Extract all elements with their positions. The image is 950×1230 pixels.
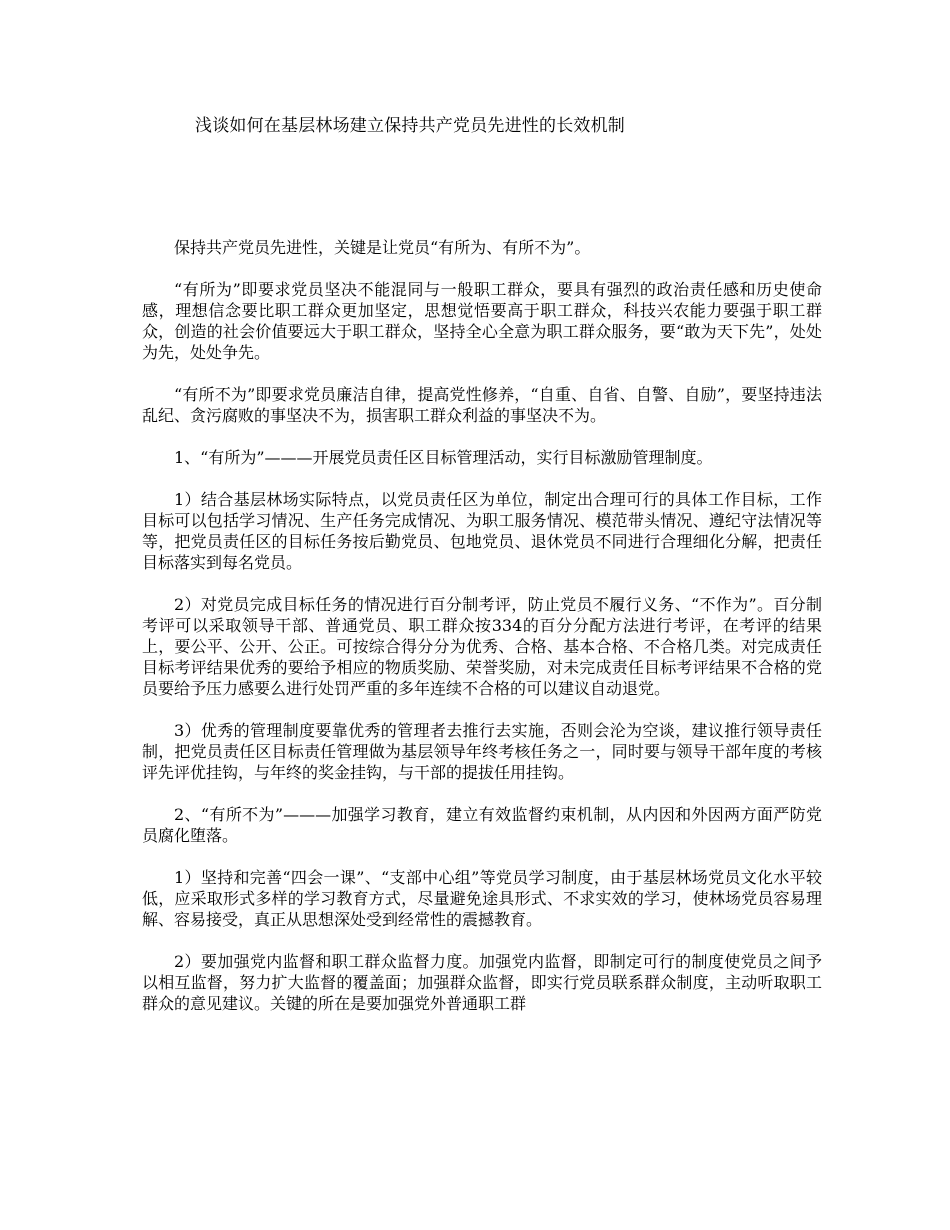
paragraph-you-suo-wei: “有所为”即要求党员坚决不能混同与一般职工群众，要具有强烈的政治责任感和历史使命感，理想信念要比职工群众更加坚定，思想觉悟要高于职工群众，科技兴农能力要强于职工群众，创造的社会价值要远大于职工群众，坚持全心全意为职工群众服务，要“敢为天下先”，处处为先，处处争先。 [142, 280, 822, 362]
section-heading-2: 2、“有所不为”———加强学习教育，建立有效监督约束机制，从内因和外因两方面严防党员腐化堕落。 [142, 805, 822, 845]
paragraph-1-2: 2）对党员完成目标任务的情况进行百分制考评，防止党员不履行义务、“不作为”。百分制考评可以采取领导干部、普通党员、职工群众按334的百分分配方法进行考评，在考评的结果上，要公平、公开、公正。可按综合得分分为优秀、合格、基本合格、不合格几类。对完成责任目标考评结果优秀的要给予相应的物质奖励、荣誉奖励，对未完成责任目标考评结果不合格的党员要给予压力感要么进行处罚严重的多年连续不合格的可以建议自动退党。 [142, 595, 822, 698]
document-title: 浅谈如何在基层林场建立保持共产党员先进性的长效机制 [195, 116, 625, 136]
paragraph-1-1: 1）结合基层林场实际特点，以党员责任区为单位，制定出合理可行的具体工作目标，工作目标可以包括学习情况、生产任务完成情况、为职工服务情况、模范带头情况、遵纪守法情况等等，把党员责任区的目标任务按后勤党员、包地党员、退休党员不同进行合理细化分解，把责任目标落实到每名党员。 [142, 490, 822, 572]
section-heading-1: 1、“有所为”———开展党员责任区目标管理活动，实行目标激励管理制度。 [174, 448, 713, 467]
paragraph-2-2: 2）要加强党内监督和职工群众监督力度。加强党内监督，即制定可行的制度使党员之间予以相互监督，努力扩大监督的覆盖面；加强群众监督，即实行党员联系群众制度，主动听取职工群众的意见建议。关键的所在是要加强党外普通职工群 [142, 952, 822, 1013]
paragraph-you-suo-bu-wei: “有所不为”即要求党员廉洁自律，提高党性修养，“自重、自省、自警、自励”，要坚持违法乱纪、贪污腐败的事坚决不为，损害职工群众利益的事坚决不为。 [142, 385, 822, 425]
paragraph-1-3: 3）优秀的管理制度要靠优秀的管理者去推行去实施，否则会沦为空谈，建议推行领导责任制，把党员责任区目标责任管理做为基层领导年终考核任务之一，同时要与领导干部年度的考核评先评优挂钩，与年终的奖金挂钩，与干部的提拔任用挂钩。 [142, 721, 822, 782]
paragraph-2-1: 1）坚持和完善“四会一课”、“支部中心组”等党员学习制度，由于基层林场党员文化水平较低，应采取形式多样的学习教育方式，尽量避免途具形式、不求实效的学习，使林场党员容易理解、容易接受，真正从思想深处受到经常性的震撼教育。 [142, 868, 822, 929]
document-body [142, 237, 822, 1035]
paragraph-intro: 保持共产党员先进性，关键是让党员“有所为、有所不为”。 [174, 238, 591, 257]
